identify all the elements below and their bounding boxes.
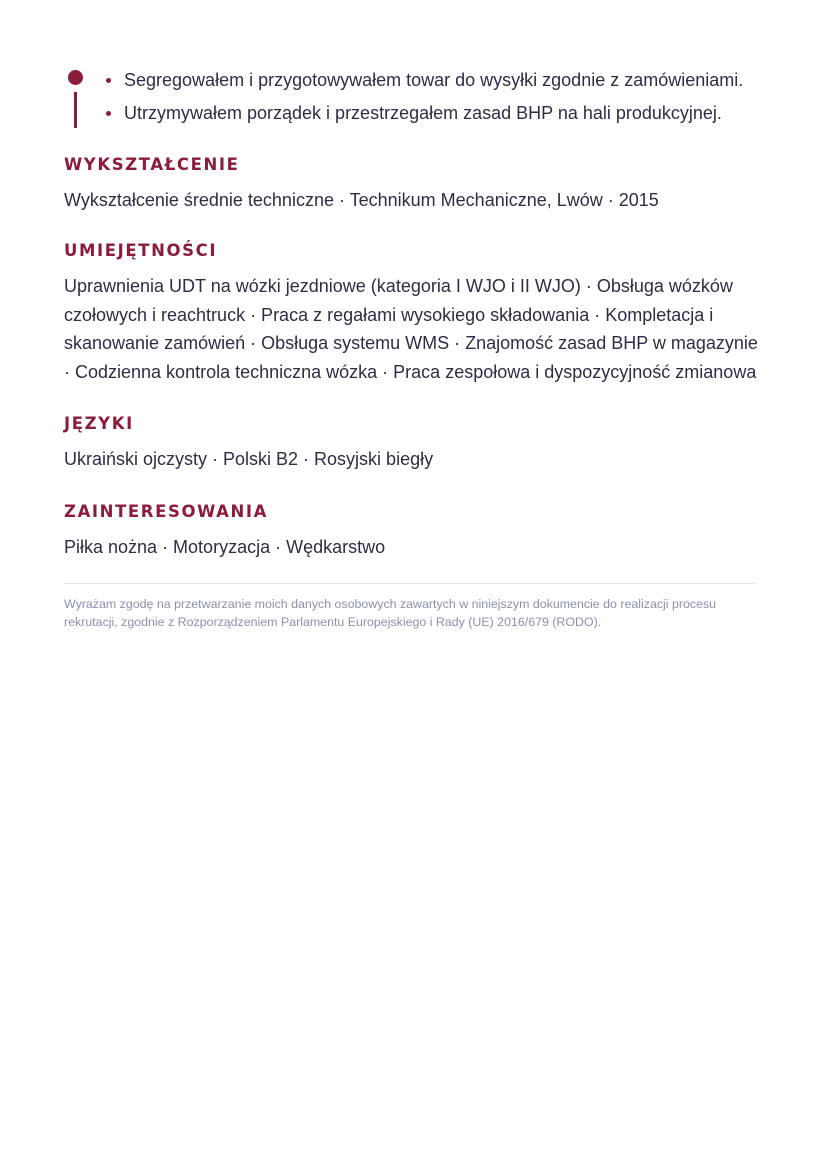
- gdpr-consent-clause: Wyrażam zgodę na przetwarzanie moich danych osobowych zawartych w niniejszym dokumencie do realizacji procesu rekrutacji, zgodnie z Rozporządzeniem Parlamentu Europejskiego i Rady (UE) 2016/679 (RODO).: [64, 597, 717, 629]
- interests-heading: ZAINTERESOWANIA: [64, 502, 269, 521]
- skills-text: Uprawnienia UDT na wózki jezdniowe (kategoria I WJO i II WJO) · Obsługa wózków czołowych i reachtruck · Praca z regałami wysokiego składowania · Kompletacja i skanowanie zamówień · Obsługa systemu WMS · Znajomość zasad BHP w magazynie · Codzienna kontrola techniczna wózka · Praca zespołowa i dyspozycyjność zmianowa: [64, 276, 758, 383]
- skills-heading: UMIEJĘTNOŚCI: [64, 241, 218, 260]
- languages-text: Ukraiński ojczysty · Polski B2 · Rosyjski biegły: [64, 449, 434, 469]
- education-text: Wykształcenie średnie techniczne · Technikum Mechaniczne, Lwów · 2015: [64, 190, 659, 210]
- timeline-line: [74, 92, 77, 128]
- divider: [64, 583, 756, 584]
- experience-bullet-text: Segregowałem i przygotowywałem towar do wysyłki zgodnie z zamówieniami.: [124, 70, 744, 90]
- experience-bullet-item: [106, 97, 743, 130]
- timeline-dot-icon: [68, 70, 83, 85]
- bullet-dot-icon: [106, 111, 111, 116]
- interests-text: Piłka nożna · Motoryzacja · Wędkarstwo: [64, 537, 386, 557]
- experience-bullet-text: Utrzymywałem porządek i przestrzegałem zasad BHP na hali produkcyjnej.: [124, 103, 722, 123]
- languages-heading: JĘZYKI: [64, 414, 134, 433]
- experience-bullet-list: [106, 64, 743, 130]
- education-heading: WYKSZTAŁCENIE: [64, 155, 240, 174]
- experience-bullet-item: [106, 64, 743, 97]
- bullet-dot-icon: [106, 78, 111, 83]
